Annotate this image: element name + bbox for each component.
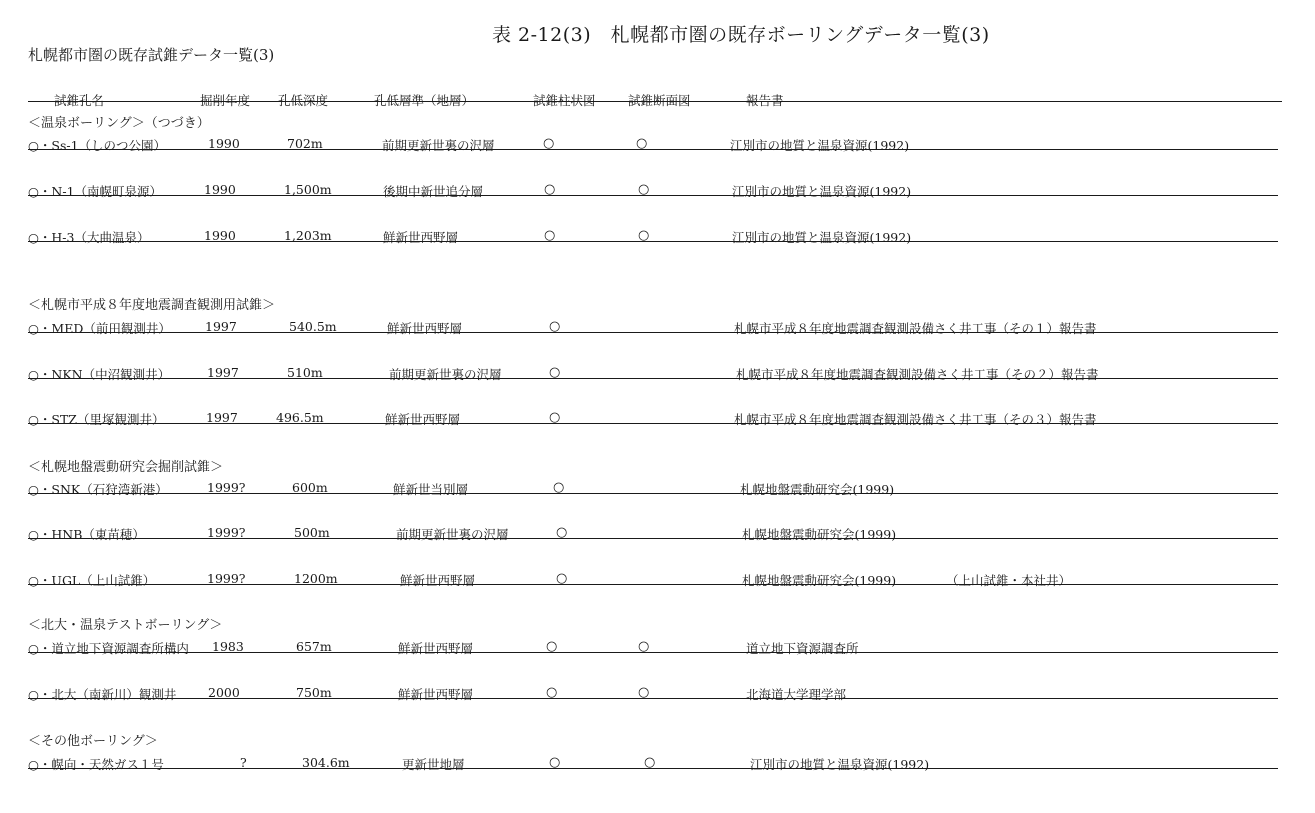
cell-cross-section: ○ <box>638 685 650 700</box>
cell-column-chart: ○ <box>553 480 565 495</box>
cell-report: 札幌市平成８年度地震調査観測設備さく井工事（その２）報告書 <box>736 367 1099 382</box>
row-divider <box>28 768 1278 769</box>
column-header-year: 掘削年度 <box>200 93 251 108</box>
page-title: 表 2-12(3) 札幌都市圏の既存ボーリングデータ一覧(3) <box>492 24 990 46</box>
table-row <box>0 685 1315 705</box>
column-header-layer: 孔低層準（地層） <box>374 93 475 108</box>
cell-depth: 1200m <box>294 571 338 586</box>
cell-year: 1997 <box>206 410 238 425</box>
cell-name: ○・SNK（石狩湾新港） <box>28 482 168 497</box>
cell-name: ○・HNB（東苗穂） <box>28 527 145 542</box>
table-row <box>0 136 1315 156</box>
cell-depth: 510m <box>287 365 323 380</box>
cell-layer: 前期更新世裏の沢層 <box>396 527 509 542</box>
row-divider <box>28 423 1278 424</box>
cell-depth: 657m <box>296 639 332 654</box>
cell-column-chart: ○ <box>544 228 556 243</box>
cell-year: 1990 <box>204 182 236 197</box>
cell-year: 1999? <box>207 525 246 540</box>
cell-report: 北海道大学理学部 <box>746 687 847 702</box>
table-row <box>0 228 1315 248</box>
cell-layer: 鮮新世当別層 <box>393 482 469 497</box>
cell-layer: 鮮新世西野層 <box>400 573 476 588</box>
table-row <box>0 182 1315 202</box>
row-divider <box>28 652 1278 653</box>
cell-cross-section: ○ <box>638 182 650 197</box>
cell-report: 江別市の地質と温泉資源(1992) <box>732 184 912 199</box>
column-header-name: 試錐孔名 <box>54 93 105 108</box>
cell-year: 1997 <box>205 319 237 334</box>
row-divider <box>28 378 1278 379</box>
cell-report: 札幌地盤震動研究会(1999) <box>740 482 895 497</box>
cell-column-chart: ○ <box>544 182 556 197</box>
cell-depth: 1,203m <box>284 228 332 243</box>
column-header-report: 報告書 <box>746 93 784 108</box>
cell-name: ○・H-3（大曲温泉） <box>28 230 150 245</box>
cell-report: 江別市の地質と温泉資源(1992) <box>750 757 930 772</box>
cell-name: ○・北大（南新川）観測井 <box>28 687 177 702</box>
cell-depth: 1,500m <box>284 182 332 197</box>
row-divider <box>28 493 1278 494</box>
cell-column-chart: ○ <box>556 525 568 540</box>
cell-column-chart: ○ <box>543 136 555 151</box>
table-row <box>0 365 1315 385</box>
row-divider <box>28 195 1278 196</box>
column-header-column-chart: 試錐柱状図 <box>533 93 596 108</box>
cell-name: ○・MED（前田観測井） <box>28 321 171 336</box>
cell-depth: 304.6m <box>302 755 350 770</box>
table-header <box>0 91 1315 109</box>
table-row <box>0 319 1315 339</box>
row-divider <box>28 241 1278 242</box>
cell-report: 札幌地盤震動研究会(1999) <box>742 573 897 588</box>
cell-layer: 鮮新世西野層 <box>383 230 459 245</box>
cell-report: 江別市の地質と温泉資源(1992) <box>732 230 912 245</box>
cell-year: 1999? <box>207 480 246 495</box>
cell-year: 1990 <box>208 136 240 151</box>
column-header-depth: 孔低深度 <box>278 93 329 108</box>
cell-name: ○・道立地下資源調査所構内 <box>28 641 189 656</box>
cell-layer: 鮮新世西野層 <box>387 321 463 336</box>
cell-layer: 鮮新世西野層 <box>398 687 474 702</box>
cell-name: ○・STZ（里塚観測井） <box>28 412 165 427</box>
row-divider <box>28 698 1278 699</box>
cell-year: 1997 <box>207 365 239 380</box>
cell-column-chart: ○ <box>549 365 561 380</box>
cell-depth: 500m <box>294 525 330 540</box>
cell-report: 札幌地盤震動研究会(1999) <box>742 527 897 542</box>
cell-report: 札幌市平成８年度地震調査観測設備さく井工事（その３）報告書 <box>734 412 1097 427</box>
cell-note: （上山試錐・本社井） <box>946 573 1072 588</box>
cell-layer: 前期更新世裏の沢層 <box>389 367 502 382</box>
row-divider <box>28 332 1278 333</box>
cell-year: 2000 <box>208 685 240 700</box>
cell-column-chart: ○ <box>549 410 561 425</box>
page-subtitle: 札幌都市圏の既存試錐データ一覧(3) <box>28 46 275 64</box>
row-divider <box>28 584 1278 585</box>
cell-depth: 600m <box>292 480 328 495</box>
cell-layer: 更新世地層 <box>402 757 465 772</box>
cell-name: ○・N-1（南幌町泉源） <box>28 184 163 199</box>
column-header-cross-section: 試錐断面図 <box>628 93 691 108</box>
cell-report: 札幌市平成８年度地震調査観測設備さく井工事（その１）報告書 <box>734 321 1097 336</box>
cell-year: ? <box>240 755 247 770</box>
cell-cross-section: ○ <box>644 755 656 770</box>
cell-year: 1990 <box>204 228 236 243</box>
cell-name: ○・UGL（上山試錐） <box>28 573 156 588</box>
cell-year: 1983 <box>212 639 244 654</box>
table-row <box>0 410 1315 430</box>
cell-column-chart: ○ <box>546 685 558 700</box>
cell-layer: 鮮新世西野層 <box>385 412 461 427</box>
section-title-onsen-boring: ＜温泉ボーリング＞（つづき） <box>28 116 210 131</box>
cell-cross-section: ○ <box>638 228 650 243</box>
cell-cross-section: ○ <box>638 639 650 654</box>
cell-year: 1999? <box>207 571 246 586</box>
table-row <box>0 480 1315 500</box>
cell-depth: 702m <box>287 136 323 151</box>
section-title-ground-vibration: ＜札幌地盤震動研究会掘削試錐＞ <box>28 460 224 475</box>
cell-column-chart: ○ <box>549 755 561 770</box>
cell-depth: 540.5m <box>289 319 337 334</box>
table-row <box>0 639 1315 659</box>
row-divider <box>28 149 1278 150</box>
header-divider <box>28 101 1282 102</box>
cell-layer: 後期中新世追分層 <box>383 184 484 199</box>
section-title-hokudai-test-boring: ＜北大・温泉テストボーリング＞ <box>28 618 223 633</box>
table-row <box>0 571 1315 591</box>
cell-cross-section: ○ <box>636 136 648 151</box>
cell-column-chart: ○ <box>549 319 561 334</box>
cell-depth: 496.5m <box>276 410 324 425</box>
section-title-earthquake-observation: ＜札幌市平成８年度地震調査観測用試錐＞ <box>28 298 276 313</box>
cell-layer: 前期更新世裏の沢層 <box>382 138 495 153</box>
cell-column-chart: ○ <box>556 571 568 586</box>
section-title-other-boring: ＜その他ボーリング＞ <box>28 734 158 749</box>
cell-column-chart: ○ <box>546 639 558 654</box>
table-row <box>0 525 1315 545</box>
cell-name: ○・Ss-1（しのつ公園） <box>28 138 167 153</box>
table-row <box>0 755 1315 775</box>
row-divider <box>28 538 1278 539</box>
cell-report: 道立地下資源調査所 <box>746 641 859 656</box>
cell-depth: 750m <box>296 685 332 700</box>
cell-layer: 鮮新世西野層 <box>398 641 474 656</box>
cell-name: ○・NKN（中沼観測井） <box>28 367 171 382</box>
cell-name: ○・幌向・天然ガス１号 <box>28 757 164 772</box>
cell-report: 江別市の地質と温泉資源(1992) <box>730 138 910 153</box>
